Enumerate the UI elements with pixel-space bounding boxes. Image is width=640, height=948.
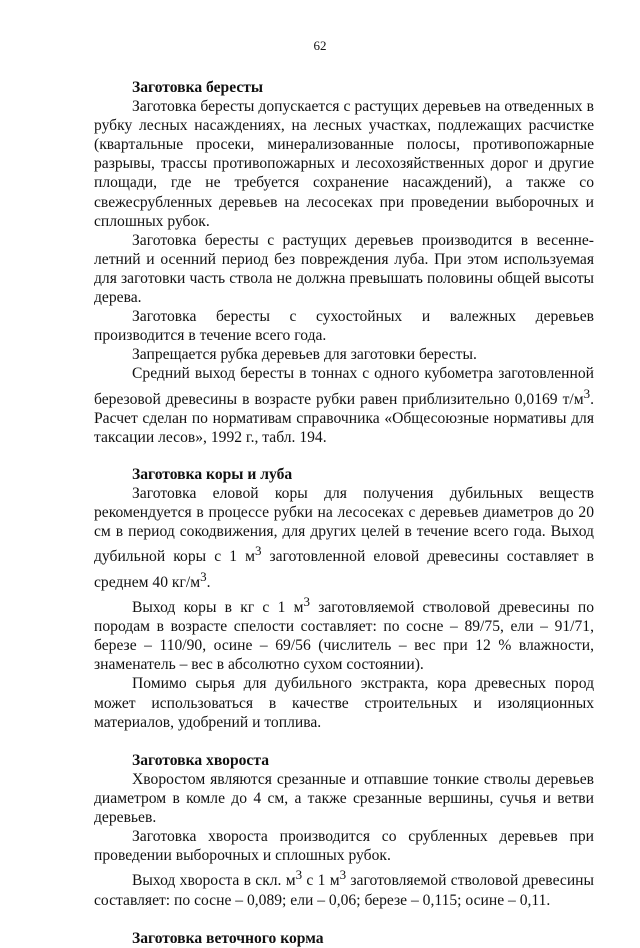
paragraph-birch-bark-yield xyxy=(94,364,594,447)
superscript: 3 xyxy=(583,385,591,401)
section-title-birch-bark: Заготовка бересты xyxy=(132,79,264,96)
paragraph: Хворостом являются срезанные и отпавшие тонкие стволы деревьев диаметром в комле до 4 см, а также срезанные вершины, сучья и ветви деревьев. xyxy=(94,770,594,827)
superscript: 3 xyxy=(303,593,310,609)
superscript: 3 xyxy=(254,543,262,559)
section-title-bark-bast: Заготовка коры и луба xyxy=(132,465,293,483)
text-run: . xyxy=(206,573,211,591)
text-run: заготовляемой стволовой древесины составляет: по сосне – 0,089; ели – 0,06; березе – 0,115; осине – 0,11. xyxy=(94,872,594,909)
text-run: . Расчет сделан по нормативам справочника «Общесоюзные нормативы для таксации лесов», 1992 г., табл. 194. xyxy=(94,390,594,446)
text-run: заготовленной еловой древесины составляет в среднем 40 кг/м xyxy=(94,548,594,591)
text-run: Заготовка еловой коры для получения дубильных веществ рекомендуется в процессе рубки на лесосеках с деревьев диаметров до 20 см в период сокодвижения, для других целей в течение всего года. Выход дубильной коры с 1 м xyxy=(94,485,594,566)
paragraph: Заготовка бересты с растущих деревьев производится в весенне-летний и осенний период без повреждения луба. При этом используемая для заготовки часть ствола не должна превышать половины общей высоты дерева. xyxy=(94,231,594,307)
paragraph: Запрещается рубка деревьев для заготовки бересты. xyxy=(132,346,477,364)
paragraph: Заготовка бересты допускается с растущих деревьев на отведенных в рубку лесных насаждениях, на лесных участках, подлежащих расчистке (квартальные просеки, минерализованные полосы, противопожарные разрывы, трассы противопожарных и лесохозяйственных дорог и другие площади, где не требуется сохранение насаждений), а также со свежесрубленных деревьев на лесосеках при проведении выборочных и сплошных рубок. xyxy=(94,98,594,230)
page-number: 62 xyxy=(313,38,327,53)
text-run: заготовляемой стволовой древесины по породам в возрасте спелости составляет: по сосне – 89/75, ели – 91/71, березе – 110/90, осине – 69/56 (числитель – вес при 12 % влажности, знаменатель – вес в абсолютно сухом состоянии). xyxy=(94,599,595,674)
text-run: Выход хвороста в скл. м xyxy=(132,872,296,890)
paragraph: Заготовка хвороста производится со срубленных деревьев при проведении выборочных и сплошных рубок. xyxy=(94,828,594,865)
paragraph: Заготовка бересты с сухостойных и валежных деревьев производится в течение всего года. xyxy=(94,308,594,345)
paragraph-brushwood-yield xyxy=(94,865,594,909)
text-run: Выход коры в кг с 1 м xyxy=(132,599,304,617)
superscript: 3 xyxy=(339,867,347,883)
text-run: с 1 м xyxy=(302,872,340,890)
superscript: 3 xyxy=(295,867,303,883)
page-content xyxy=(94,78,594,948)
paragraph: Помимо сырья для дубильного экстракта, кора древесных пород может использоваться в качестве строительных и изоляционных материалов, удобрений и топлива. xyxy=(94,675,594,731)
paragraph-spruce-bark xyxy=(94,484,594,592)
section-title-branch-fodder: Заготовка веточного корма xyxy=(132,929,324,947)
paragraph-bark-yield xyxy=(94,592,594,675)
section-title-brushwood: Заготовка хвороста xyxy=(132,751,269,769)
text-run: Средний выход бересты в тоннах с одного кубометра заготовленной березовой древесины в возрасте рубки равен приблизительно 0,0169 т/м xyxy=(94,365,594,408)
superscript: 3 xyxy=(200,568,207,584)
